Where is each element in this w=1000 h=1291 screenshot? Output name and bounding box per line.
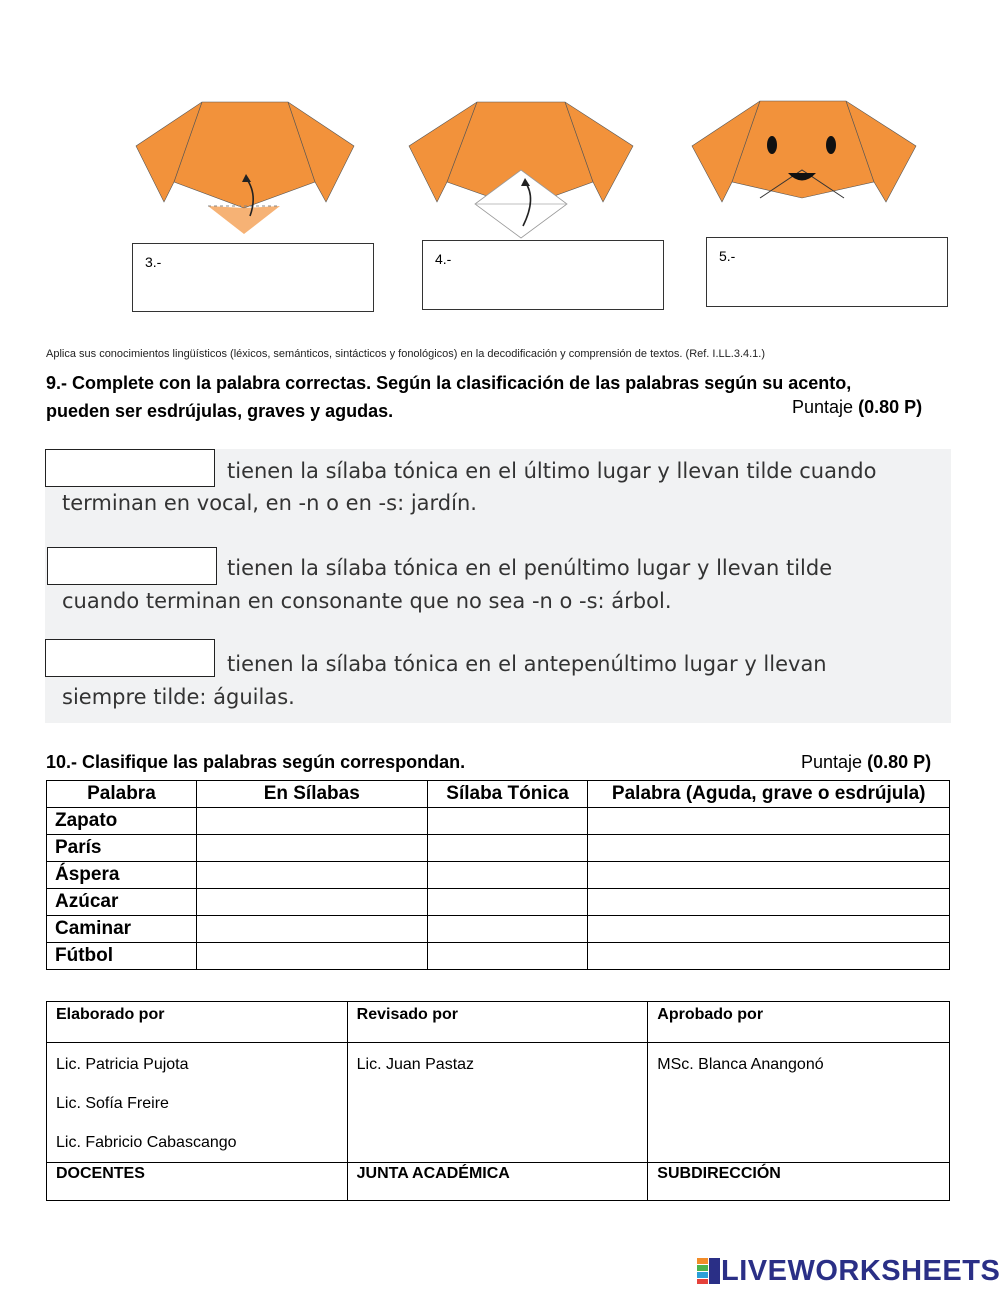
approver-name: MSc. Blanca Anangonó — [657, 1056, 824, 1073]
liveworksheets-logo — [697, 1256, 1000, 1286]
question-9-panel — [45, 449, 951, 723]
tonic-syllable-cell[interactable] — [427, 835, 588, 862]
score-label: Puntaje — [801, 752, 863, 772]
word-type-cell[interactable] — [588, 889, 950, 916]
syllables-cell[interactable] — [196, 862, 427, 889]
elaborated-by-header: Elaborado por — [47, 1002, 348, 1043]
reviewed-by-names — [347, 1043, 648, 1163]
question-9-score — [792, 397, 922, 418]
step-4-answer-box[interactable] — [422, 240, 664, 310]
question-10-score — [801, 752, 931, 773]
table-row — [47, 808, 950, 835]
word-type-cell[interactable] — [588, 808, 950, 835]
word-type-cell[interactable] — [588, 835, 950, 862]
tonic-syllable-cell[interactable] — [427, 889, 588, 916]
approved-by-header: Aprobado por — [648, 1002, 950, 1043]
question-10-title: 10.- Clasifique las palabras según correspondan. — [46, 752, 466, 772]
syllables-cell[interactable] — [196, 835, 427, 862]
column-header: En Sílabas — [196, 781, 427, 808]
classification-table — [46, 780, 950, 970]
step-3-answer-box[interactable] — [132, 243, 374, 312]
item-3-line-2: siempre tilde: águilas. — [62, 685, 295, 709]
table-row — [47, 916, 950, 943]
origami-step-4-figure — [405, 98, 637, 242]
table-row — [47, 943, 950, 970]
step-5-answer-box[interactable] — [706, 237, 948, 307]
word-cell: Azúcar — [47, 889, 197, 916]
word-cell: Fútbol — [47, 943, 197, 970]
tonic-syllable-cell[interactable] — [427, 862, 588, 889]
reviewed-by-header: Revisado por — [347, 1002, 648, 1043]
origami-step-5-figure — [688, 98, 920, 208]
column-header: Sílaba Tónica — [427, 781, 588, 808]
word-type-cell[interactable] — [588, 916, 950, 943]
item-2-line-1: tienen la sílaba tónica en el penúltimo lugar y llevan tilde — [227, 556, 833, 580]
step-4-label: 4.- — [435, 251, 452, 267]
item-1-line-2: terminan en vocal, en -n o en -s: jardín. — [62, 491, 477, 515]
blank-agudas-input[interactable] — [45, 449, 215, 487]
word-cell: Áspera — [47, 862, 197, 889]
word-cell: Caminar — [47, 916, 197, 943]
teacher-name: Lic. Fabricio Cabascango — [56, 1134, 237, 1151]
teacher-name: Lic. Patricia Pujota — [56, 1056, 189, 1073]
tonic-syllable-cell[interactable] — [427, 808, 588, 835]
question-9-line-1: 9.- Complete con la palabra correctas. Según la clasificación de las palabras según su acento, — [46, 373, 852, 393]
score-value: (0.80 P) — [858, 397, 923, 417]
liveworksheets-logo-icon — [697, 1258, 721, 1284]
skill-reference: Aplica sus conocimientos lingüísticos (léxicos, semánticos, sintácticos y fonológicos) en la decodificación y comprensión de textos. (Ref. I.LL.3.4.1.) — [46, 348, 766, 360]
syllables-cell[interactable] — [196, 916, 427, 943]
column-header: Palabra (Aguda, grave o esdrújula) — [588, 781, 950, 808]
table-header-row — [47, 781, 950, 808]
tonic-syllable-cell[interactable] — [427, 916, 588, 943]
teacher-name: Lic. Sofía Freire — [56, 1095, 169, 1112]
score-label: Puntaje — [792, 397, 854, 417]
signatures-footer-row — [47, 1163, 950, 1201]
brand-text: LIVEWORKSHEETS — [721, 1254, 1000, 1287]
word-cell: Zapato — [47, 808, 197, 835]
word-cell: París — [47, 835, 197, 862]
table-row — [47, 862, 950, 889]
step-3-label: 3.- — [145, 254, 162, 270]
column-header: Palabra — [47, 781, 197, 808]
item-1-line-1: tienen la sílaba tónica en el último lugar y llevan tilde cuando — [227, 459, 877, 483]
origami-step-3-figure — [130, 98, 360, 240]
syllables-cell[interactable] — [196, 943, 427, 970]
subdirection-footer: SUBDIRECCIÓN — [648, 1163, 950, 1201]
signatures-table — [46, 1001, 950, 1201]
word-type-cell[interactable] — [588, 862, 950, 889]
score-value: (0.80 P) — [867, 752, 932, 772]
syllables-cell[interactable] — [196, 808, 427, 835]
table-row — [47, 889, 950, 916]
blank-esdrujulas-input[interactable] — [45, 639, 215, 677]
question-9-line-2: pueden ser esdrújulas, graves y agudas. — [46, 401, 394, 421]
approved-by-names — [648, 1043, 950, 1163]
reviewer-name: Lic. Juan Pastaz — [356, 1056, 475, 1073]
tonic-syllable-cell[interactable] — [427, 943, 588, 970]
item-2-line-2: cuando terminan en consonante que no sea -n o -s: árbol. — [62, 589, 672, 613]
syllables-cell[interactable] — [196, 889, 427, 916]
teachers-footer: DOCENTES — [47, 1163, 348, 1201]
signatures-names-row — [47, 1043, 950, 1163]
blank-graves-input[interactable] — [47, 547, 217, 585]
elaborated-by-names — [47, 1043, 348, 1163]
word-type-cell[interactable] — [588, 943, 950, 970]
item-3-line-1: tienen la sílaba tónica en el antepenúltimo lugar y llevan — [227, 652, 827, 676]
step-5-label: 5.- — [719, 248, 736, 264]
signatures-header-row — [47, 1002, 950, 1043]
academic-board-footer: JUNTA ACADÉMICA — [347, 1163, 648, 1201]
table-row — [47, 835, 950, 862]
